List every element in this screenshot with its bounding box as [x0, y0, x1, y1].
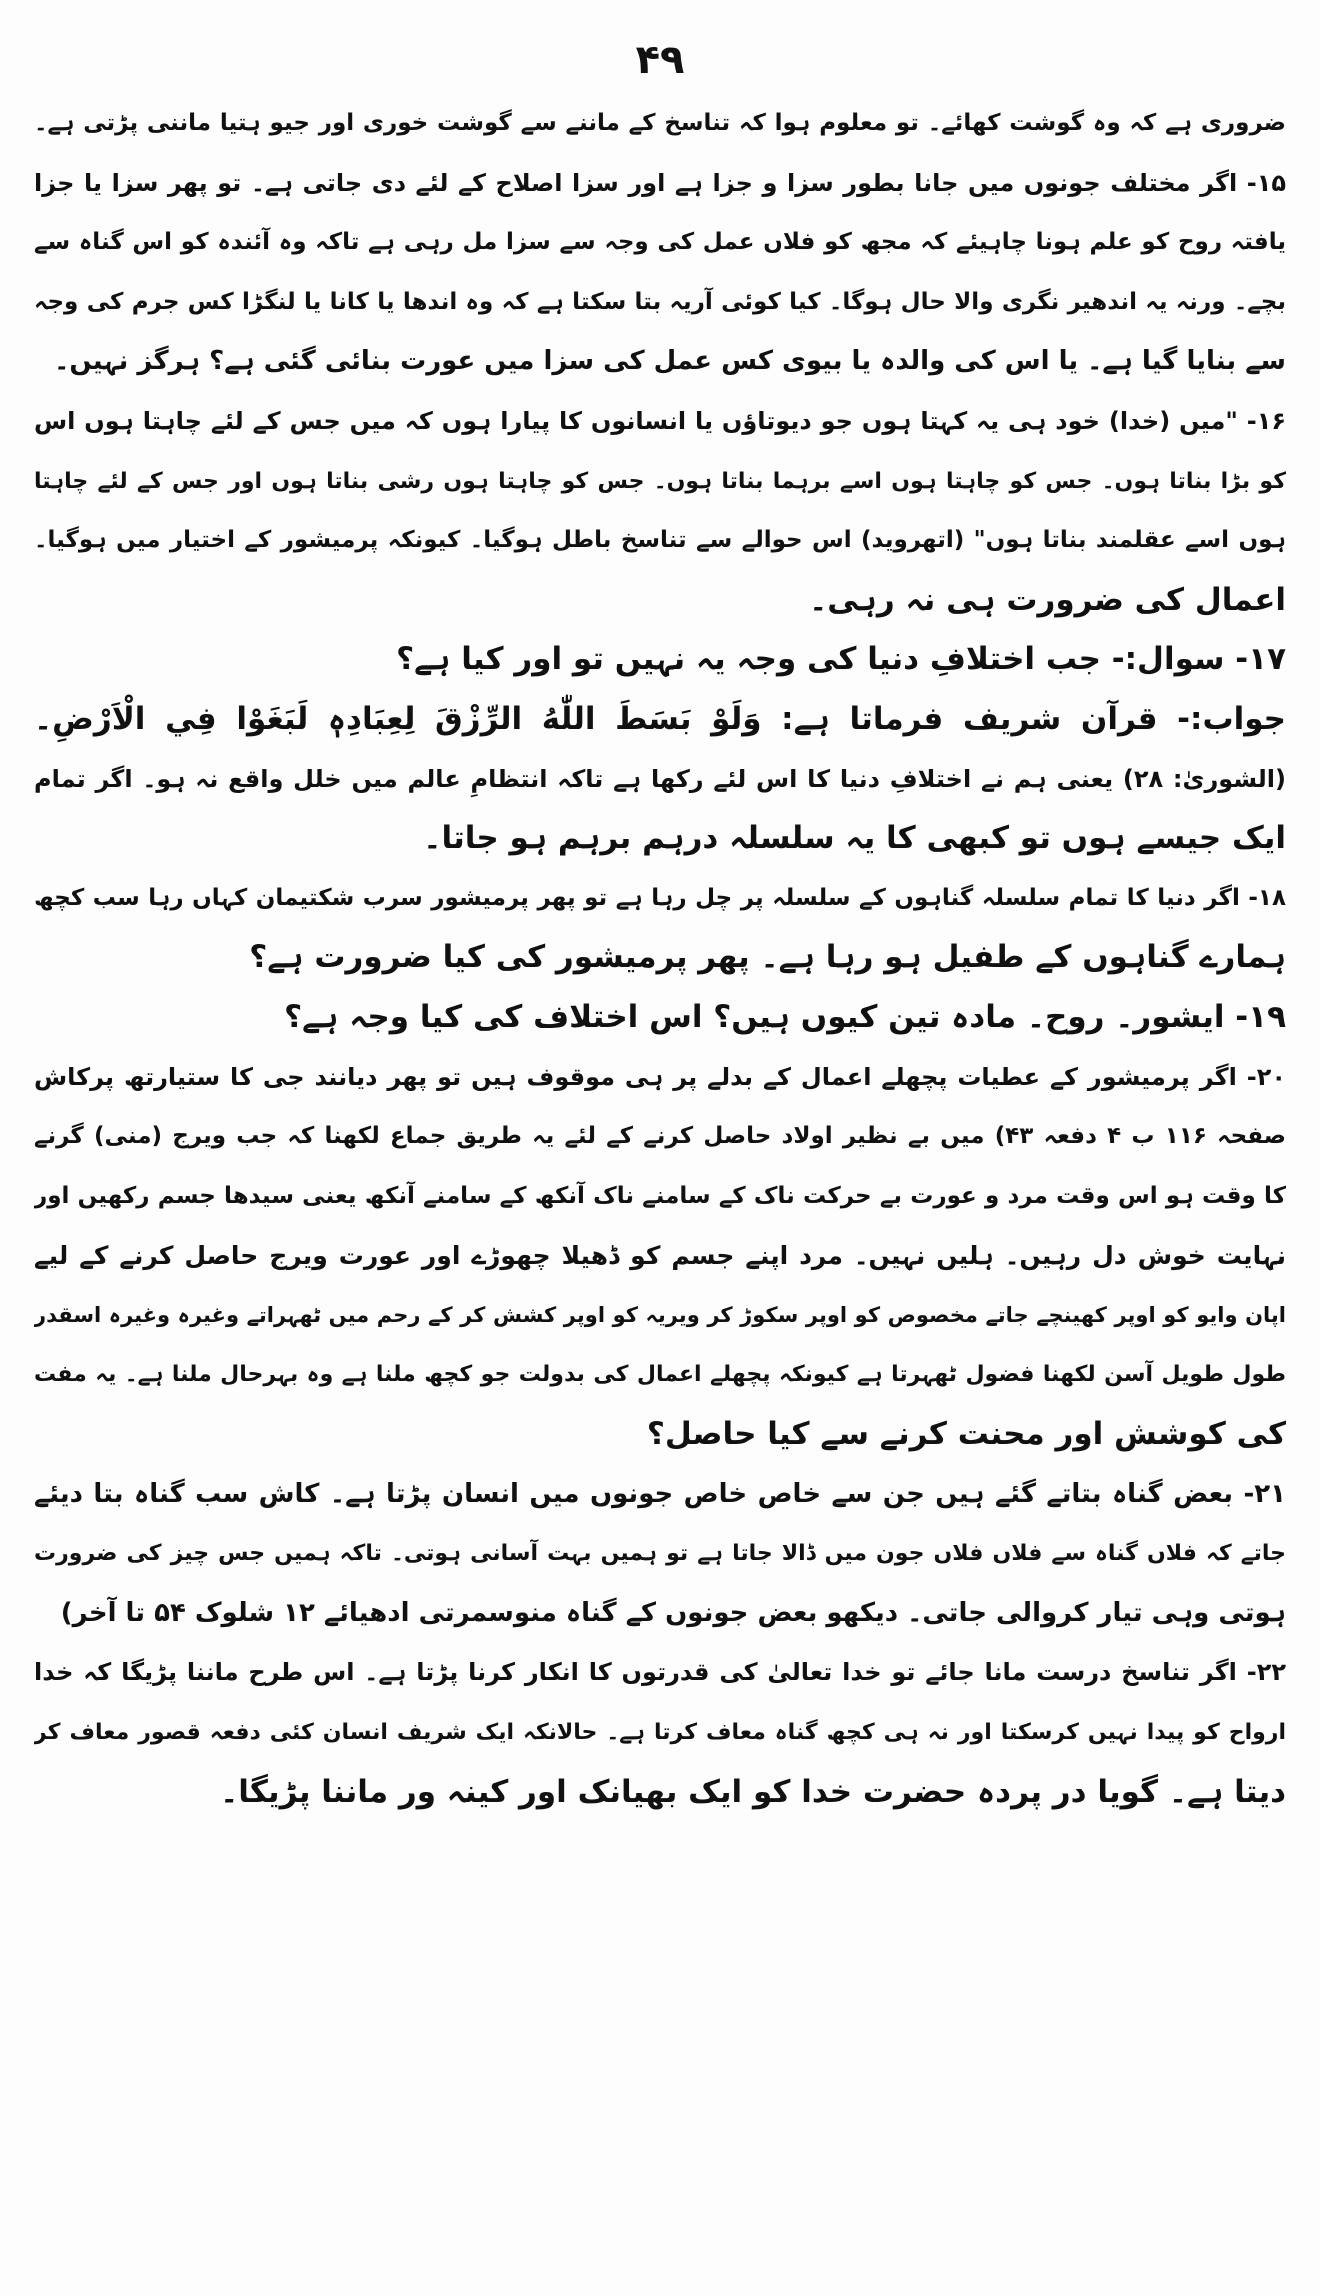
text-line: (الشوریٰ: ۲۸) یعنی ہم نے اختلافِ دنیا کا اس لئے رکھا ہے تاکہ انتظامِ عالم میں خلل واقع نہ ہو۔ اگر تمام [34, 764, 1286, 793]
text-line: اپان وایو کو اوپر کھینچے جاتے مخصوص کو اوپر سکوڑ کر ویریہ کو اوپر کشش کر کے رحم میں ٹھہراتے وغیرہ وغیرہ اسقدر [34, 1302, 1286, 1327]
text-line: ضروری ہے کہ وہ گوشت کھائے۔ تو معلوم ہوا کہ تناسخ کے ماننے سے گوشت خوری اور جیو ہتیا ماننی پڑتی ہے۔ [34, 110, 1286, 136]
text-line: ہمارے گناہوں کے طفیل ہو رہا ہے۔ پھر پرمیشور کی کیا ضرورت ہے؟ [249, 939, 1286, 976]
text-line: نہایت خوش دل رہیں۔ ہلیں نہیں۔ مرد اپنے جسم کو ڈھیلا چھوڑے اور عورت ویرج حاصل کرنے کے لیے [34, 1241, 1286, 1271]
text-line: ہوتی وہی تیار کروالی جاتی۔ دیکھو بعض جونوں کے گناہ منوسمرتی ادھیائے ۱۲ شلوک ۵۴ تا آخر) [60, 1597, 1286, 1628]
text-line: طول طویل آسن لکھنا فضول ٹھہرتا ہے کیونکہ پچھلے اعمال کی بدولت جو کچھ ملنا ہے وہ بہرحال ملنا ہے۔ یہ مفت [34, 1362, 1286, 1388]
text-line: ۱۸- اگر دنیا کا تمام سلسلہ گناہوں کے سلسلہ پر چل رہا ہے تو پھر پرمیشور سرب شکتیمان کہاں رہا سب کچھ [34, 884, 1286, 911]
text-line: کا وقت ہو اس وقت مرد و عورت بے حرکت ناک کے سامنے ناک آنکھ کے سامنے آنکھ یعنی سیدھا جسم رکھیں اور [34, 1182, 1286, 1209]
text-line: جواب:- قرآن شریف فرماتا ہے: وَلَوْ بَسَطَ اللّٰهُ الرِّزْقَ لِعِبَادِهٖ لَبَغَوْا فِي الْاَرْضِ۔ [34, 700, 1286, 737]
text-line: ۱۹- ایشور۔ روح۔ مادہ تین کیوں ہیں؟ اس اختلاف کی کیا وجہ ہے؟ [284, 998, 1286, 1035]
text-line: ہوں اسے عقلمند بناتا ہوں" (اتھروید) اس حوالے سے تناسخ باطل ہوگیا۔ کیونکہ پرمیشور کے اختیار میں ہوگیا۔ [34, 527, 1286, 554]
text-line: کو بڑا بناتا ہوں۔ جس کو چاہتا ہوں اسے برہما بناتا ہوں۔ جس کو چاہتا ہوں رشی بناتا ہوں اور جس کے لئے چاہتا [34, 468, 1286, 494]
text-line: بچے۔ ورنہ یہ اندھیر نگری والا حال ہوگا۔ کیا کوئی آریہ بتا سکتا ہے کہ وہ اندھا یا کانا یا لنگڑا کس جرم کی وجہ [34, 288, 1286, 315]
text-line: ۲۲- اگر تناسخ درست مانا جائے تو خدا تعالیٰ کی قدرتوں کا انکار کرنا پڑتا ہے۔ اس طرح ماننا پڑیگا کہ خدا [34, 1658, 1286, 1687]
text-line: یافتہ روح کو علم ہونا چاہیئے کہ مجھ کو فلاں عمل کی وجہ سے سزا مل رہی ہے تاکہ وہ آئندہ کو اس گناہ سے [34, 229, 1286, 256]
text-line: ۱۵- اگر مختلف جونوں میں جانا بطور سزا و جزا ہے اور سزا اصلاح کے لئے دی جاتی ہے۔ تو پھر سزا یا جزا [34, 168, 1286, 197]
text-line: صفحہ ۱۱۶ ب ۴ دفعہ ۴۳) میں بے نظیر اولاد حاصل کرنے کے لئے یہ طریق جماع لکھنا کہ جب ویرج (منی) گرنے [34, 1123, 1286, 1150]
page-body-text [34, 94, 1286, 1822]
text-line: جاتے کہ فلاں گناہ سے فلاں فلاں جون میں ڈالا جاتا ہے تو ہمیں بہت آسانی ہوتی۔ تاکہ ہمیں جس چیز کی ضرورت [34, 1541, 1286, 1567]
page-number: ۴۹ [635, 37, 685, 83]
text-line: ۱۷- سوال:- جب اختلافِ دنیا کی وجہ یہ نہیں تو اور کیا ہے؟ [396, 641, 1286, 678]
text-line: کی کوشش اور محنت کرنے سے کیا حاصل؟ [646, 1416, 1286, 1453]
text-line: ۲۱- بعض گناہ بتاتے گئے ہیں جن سے خاص خاص جونوں میں انسان پڑتا ہے۔ کاش سب گناہ بتا دیئے [34, 1478, 1286, 1509]
text-line: ایک جیسے ہوں تو کبھی کا یہ سلسلہ درہم برہم ہو جاتا۔ [423, 820, 1286, 857]
text-line: اعمال کی ضرورت ہی نہ رہی۔ [809, 581, 1286, 618]
text-line: ارواح کو پیدا نہیں کرسکتا اور نہ ہی کچھ گناہ معاف کرتا ہے۔ حالانکہ ایک شریف انسان کئی دفعہ قصور معاف کر [34, 1720, 1286, 1746]
text-line: دیتا ہے۔ گویا در پردہ حضرت خدا کو ایک بھیانک اور کینہ ور ماننا پڑیگا۔ [220, 1773, 1286, 1810]
text-line: ۲۰- اگر پرمیشور کے عطیات پچھلے اعمال کے بدلے پر ہی موقوف ہیں تو پھر دیانند جی کا ستیارتھ پرکاش [34, 1062, 1286, 1091]
text-line: سے بنایا گیا ہے۔ یا اس کی والدہ یا بیوی کس عمل کی سزا میں عورت بنائی گئی ہے؟ ہرگز نہیں۔ [54, 346, 1286, 377]
text-line: ۱۶- "میں (خدا) خود ہی یہ کہتا ہوں جو دیوتاؤں یا انسانوں کا پیارا ہوں کہ میں جس کے لئے چاہتا ہوں اس [34, 406, 1286, 435]
